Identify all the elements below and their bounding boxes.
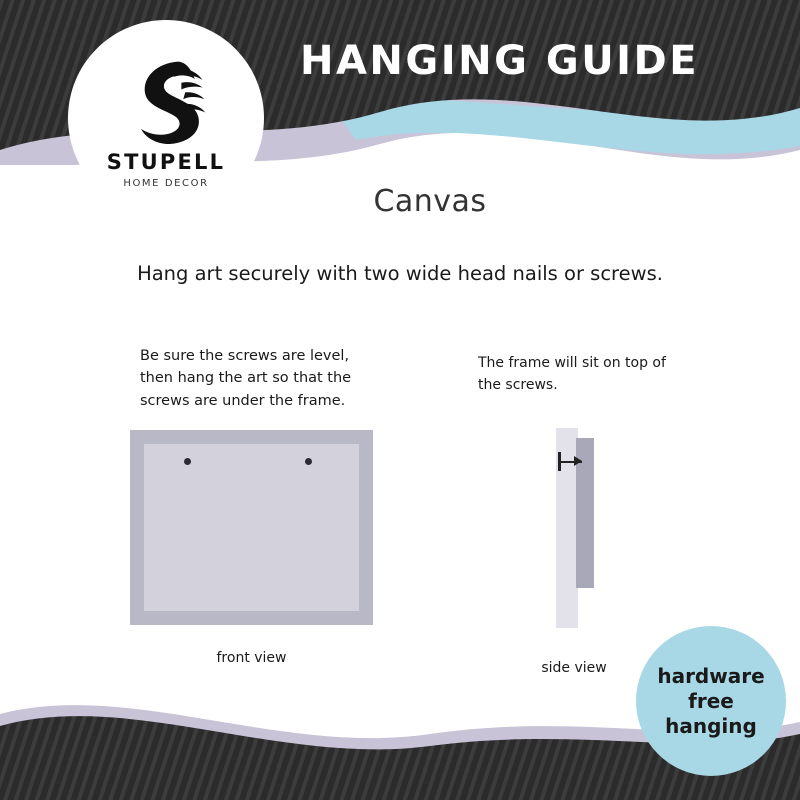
product-type-label: Canvas <box>373 184 487 219</box>
badge-line-3: hanging <box>665 713 757 738</box>
front-view-canvas-face <box>144 444 359 611</box>
front-view-caption: Be sure the screws are level, then hang the art so that the screws are under the frame. <box>140 348 352 409</box>
hardware-free-badge <box>636 626 786 776</box>
badge-text <box>649 664 772 739</box>
side-view-caption: The frame will sit on top of the screws. <box>478 355 666 393</box>
brand-logo <box>68 20 264 216</box>
badge-line-1: hardware <box>657 663 765 688</box>
page-title: HANGING GUIDE <box>300 38 700 84</box>
screw-left-icon <box>184 458 191 465</box>
brand-wordmark: STUPELL <box>106 149 226 174</box>
lead-instruction: Hang art securely with two wide head nails or screws. <box>137 262 663 285</box>
screw-right-icon <box>305 458 312 465</box>
screw-tip-icon <box>574 456 582 466</box>
brand-tagline: HOME DECOR <box>123 177 209 189</box>
stupell-swirl-logo-icon <box>118 54 214 150</box>
side-view-label: side view <box>541 660 607 676</box>
front-view-frame <box>130 430 373 625</box>
badge-line-2: free <box>688 688 734 713</box>
front-view-label: front view <box>216 650 287 666</box>
